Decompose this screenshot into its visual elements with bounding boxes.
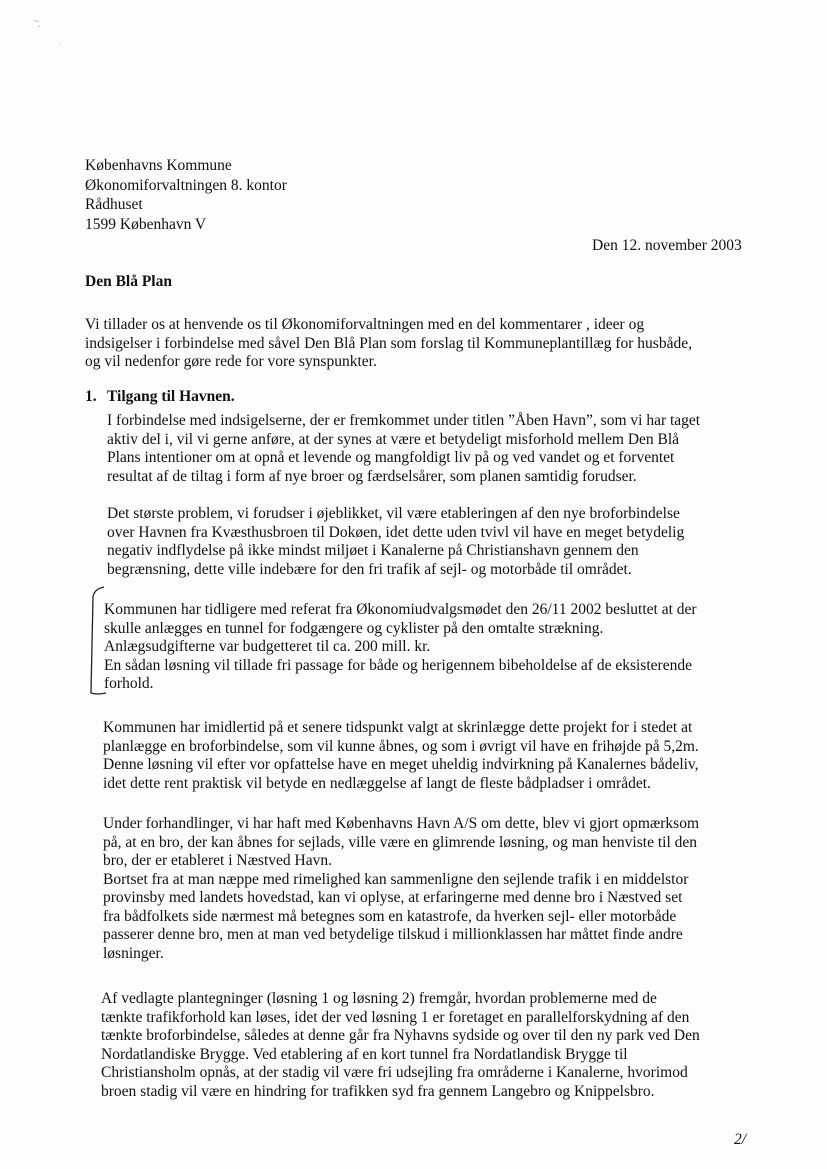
letter-date: Den 12. november 2003 <box>592 237 742 254</box>
scan-speck-mark <box>30 14 70 54</box>
text-line: Af vedlagte plantegninger (løsning 1 og løsning 2) fremgår, hvordan problemerne med de <box>101 990 657 1007</box>
text-line: fra bådfolkets side nærmest må betegnes som en katastrofe, da hverken sejl- eller motorbåde <box>103 907 677 925</box>
text-line: Bortset fra at man næppe med rimelighed kan sammenligne den sejlende trafik i en middelstor <box>103 870 689 888</box>
section-heading <box>85 388 235 406</box>
text-line: I forbindelse med indsigelserne, der er fremkommet under titlen ”Åben Havn”, som vi har taget <box>107 412 701 429</box>
text-line: forhold. <box>104 675 154 692</box>
recipient-address <box>85 156 287 234</box>
address-line: Rådhuset <box>85 196 143 213</box>
text-line: tænkte trafikforhold kan løses, idet der ved løsning 1 er foretaget en parallelforskydning af den <box>101 1008 690 1026</box>
text-line: Kommunen har tidligere med referat fra Økonomiudvalgsmødet den 26/11 2002 besluttet at der <box>104 601 697 618</box>
text-line: provinsby med landets hovedstad, kan vi oplyse, at erfaringerne med denne bro i Næstved set <box>103 889 683 906</box>
text-line: og vil nedenfor gøre rede for vore synspunkter. <box>85 353 377 370</box>
intro-paragraph <box>85 316 692 372</box>
text-line: løsninger. <box>103 944 164 962</box>
text-line: broen stadig vil være en hindring for trafikken syd fra gennem Langebro og Knippelsbro. <box>101 1082 655 1100</box>
text-line: bro, der er etableret i Næstved Havn. <box>103 852 332 869</box>
address-line: 1599 København V <box>85 215 207 233</box>
section-heading-text: Tilgang til Havnen. <box>107 388 235 405</box>
paragraph-3-bracketed <box>104 601 697 694</box>
text-line: Plans intentioner om at opnå et levende og mangfoldigt liv på og ved vandet og et forventet <box>107 449 675 466</box>
text-line: begrænsning, dette ville indebære for den fri trafik af sejl- og motorbåde til området. <box>107 560 632 578</box>
paragraph-1 <box>107 412 700 486</box>
text-line: idet dette rent praktisk vil betyde en nedlæggelse af langt de fleste bådpladser i området. <box>103 774 651 792</box>
text-line: aktiv del i, vil vi gerne anføre, at der synes at være et betydeligt misforhold mellem Den Blå <box>107 430 680 448</box>
address-line: Københavns Kommune <box>85 157 232 174</box>
section-number: 1. <box>85 388 97 405</box>
page-number: 2/ <box>734 1131 747 1148</box>
text-line: passerer denne bro, men at man ved betydelige tilskud i millionklassen har måttet finde andre <box>103 926 683 943</box>
paragraph-6 <box>101 990 700 1101</box>
text-line: skulle anlægges en tunnel for fodgængere og cyklister på den omtalte strækning. <box>104 619 604 637</box>
paragraph-4 <box>103 719 699 793</box>
text-line: over Havnen fra Kvæsthusbroen til Dokøen, idet dette uden tvivl vil have en meget betydelig <box>107 523 685 541</box>
text-line: tænkte broforbindelse, således at denne går fra Nyhavns sydside og over til den ny park ved Den <box>101 1027 700 1044</box>
letter-title: Den Blå Plan <box>85 273 172 290</box>
address-line: Økonomiforvaltningen 8. kontor <box>85 176 287 194</box>
text-line: Nordatlandiske Brygge. Ved etablering af en kort tunnel fra Nordatlandisk Brygge til <box>101 1045 628 1063</box>
text-line: Under forhandlinger, vi har haft med Københavns Havn A/S om dette, blev vi gjort opmærksom <box>103 815 700 832</box>
text-line: Christiansholm opnås, at der stadig vil være fri udsejling fra områderne i Kanalerne, hvorimod <box>101 1064 688 1081</box>
text-line: negativ indflydelse på ikke mindst miljøet i Kanalerne på Christianshavn gennem den <box>107 542 639 559</box>
text-line: Kommunen har imidlertid på et senere tidspunkt valgt at skrinlægge dette projekt for i stedet at <box>103 719 693 736</box>
text-line: Det største problem, vi forudser i øjeblikket, vil være etableringen af den nye broforbindelse <box>107 505 680 522</box>
text-line: Vi tillader os at henvende os til Økonomiforvaltningen med en del kommentarer , ideer og <box>85 316 645 333</box>
text-line: på, at en bro, der kan åbnes for sejlads, ville være en glimrende løsning, og man henviste til den <box>103 833 698 851</box>
text-line: Denne løsning vil efter vor opfattelse have en meget uheldig indvirkning på Kanalernes bådeliv, <box>103 756 699 773</box>
text-line: planlægge en broforbindelse, som vil kunne åbnes, og som i øvrigt vil have en frihøjde på 5,2m. <box>103 737 699 755</box>
text-line: En sådan løsning vil tillade fri passage for både og herigennem bibeholdelse af de eksisterende <box>104 656 692 674</box>
text-line: Anlægsudgifterne var budgetteret til ca. 200 mill. kr. <box>104 638 431 655</box>
text-line: resultat af de tiltag i form af nye broer og færdselsårer, som planen samtidig forudser. <box>107 467 637 485</box>
text-line: indsigelser i forbindelse med såvel Den Blå Plan som forslag til Kommuneplantillæg for husbåde, <box>85 334 692 352</box>
paragraph-5 <box>103 815 699 963</box>
paragraph-2 <box>107 505 684 579</box>
